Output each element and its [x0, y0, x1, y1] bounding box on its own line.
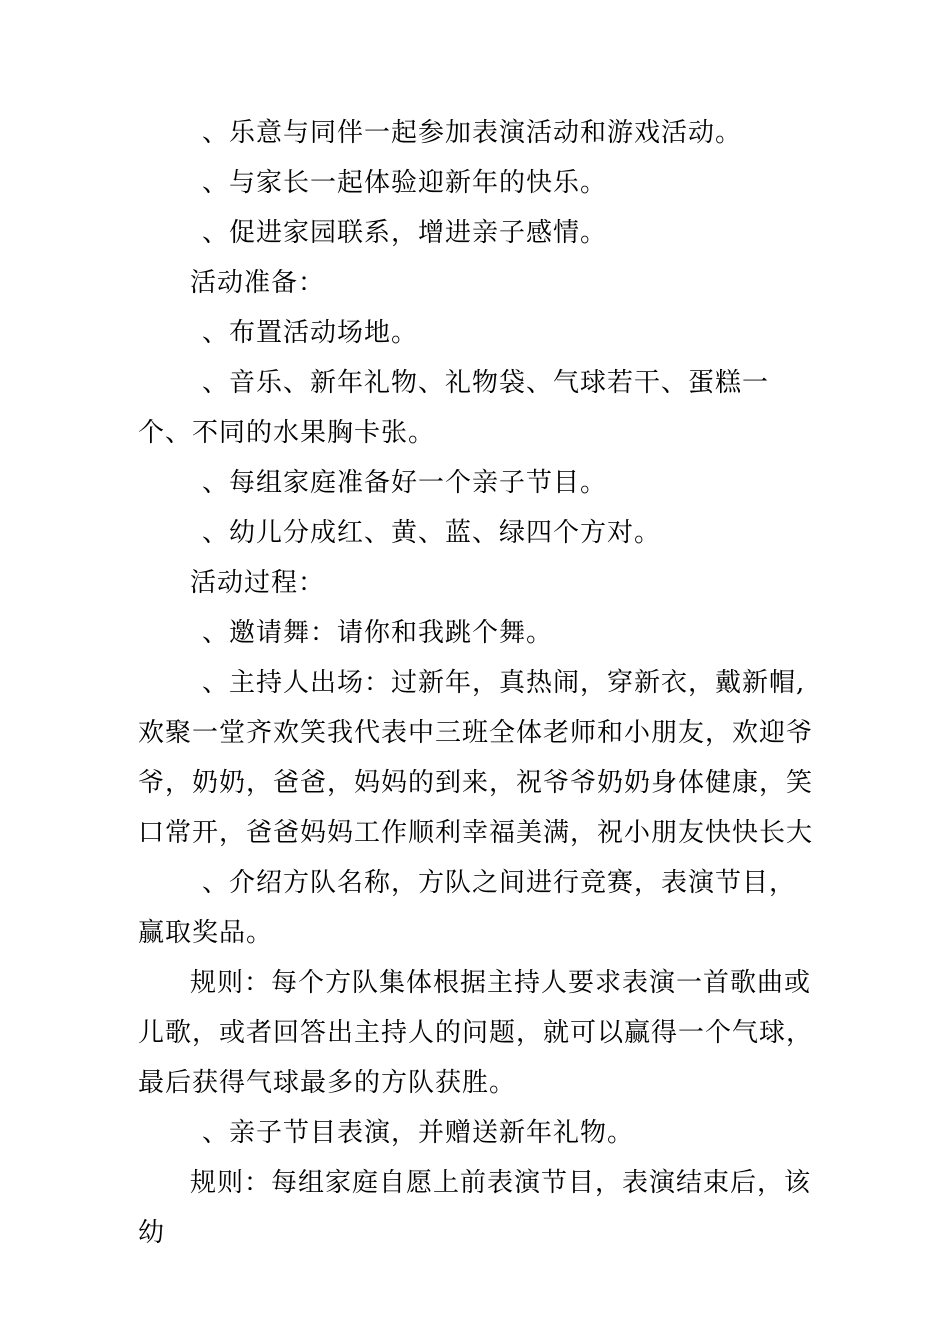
section-heading-preparation: 活动准备：: [190, 268, 326, 298]
preparation-item-2: 、音乐、新年礼物、礼物袋、气球若干、蛋糕一个、不同的水果胸卡张。: [138, 368, 770, 448]
goal-item-2: 、与家长一起体验迎新年的快乐。: [202, 168, 608, 198]
process-item-4: 、亲子节目表演，并赠送新年礼物。: [202, 1118, 635, 1148]
process-item-2: 、主持人出场：过新年，真热闹，穿新衣，戴新帽,欢聚一堂齐欢笑我代表中三班全体老师和小朋友，欢迎爷爷，奶奶，爸爸，妈妈的到来，祝爷爷奶奶身体健康，笑口常开，爸爸妈妈工作顺利幸福美满，祝小朋友快快长大: [138, 668, 814, 848]
goal-item-3: 、促进家园联系，增进亲子感情。: [202, 218, 608, 248]
process-item-1: 、邀请舞：请你和我跳个舞。: [202, 618, 554, 648]
preparation-item-3: 、每组家庭准备好一个亲子节目。: [202, 468, 608, 498]
rule-paragraph-1: 规则：每个方队集体根据主持人要求表演一首歌曲或儿歌，或者回答出主持人的问题，就可以赢得一个气球，最后获得气球最多的方队获胜。: [138, 968, 814, 1098]
rule-paragraph-2: 规则：每组家庭自愿上前表演节目，表演结束后，该幼: [138, 1168, 812, 1248]
section-heading-process: 活动过程：: [190, 568, 326, 598]
document-body: [138, 108, 818, 1258]
preparation-item-4: 、幼儿分成红、黄、蓝、绿四个方对。: [202, 518, 662, 548]
preparation-item-1: 、布置活动场地。: [202, 318, 419, 348]
process-item-3: 、介绍方队名称，方队之间进行竞赛，表演节目，赢取奖品。: [138, 868, 797, 948]
goal-item-1: 、乐意与同伴一起参加表演活动和游戏活动。: [202, 118, 743, 148]
